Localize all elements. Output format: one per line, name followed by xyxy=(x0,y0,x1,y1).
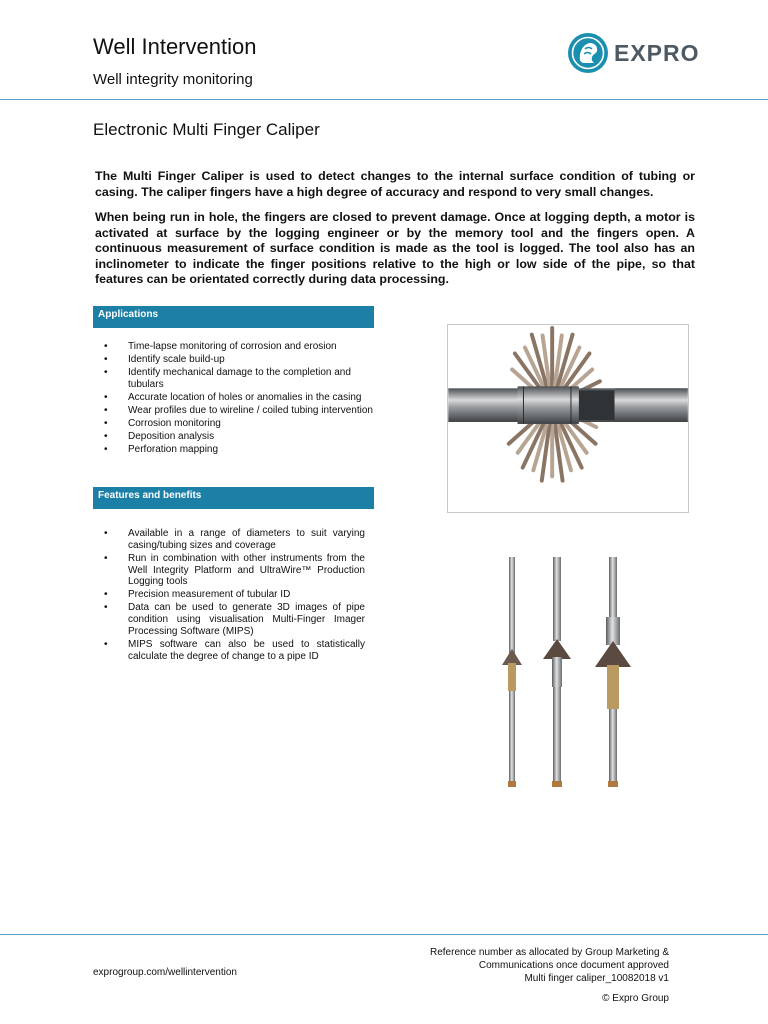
applications-list xyxy=(93,341,373,457)
list-item: • Identify scale build-up xyxy=(93,354,373,366)
reference-line: Reference number as allocated by Group Marketing & xyxy=(429,947,669,958)
list-item: • Data can be used to generate 3D images of pipe condition using visualisation Multi-Finger Imager Processing Software (MIPS) xyxy=(93,602,365,637)
list-item: • Wear profiles due to wireline / coiled tubing intervention xyxy=(93,405,373,417)
footer-copyright: © Expro Group xyxy=(602,993,669,1004)
footer-url[interactable]: exprogroup.com/wellintervention xyxy=(93,967,237,978)
features-list xyxy=(93,528,365,664)
reference-line: Multi finger caliper_10082018 v1 xyxy=(524,973,669,984)
document-title: Electronic Multi Finger Caliper xyxy=(93,120,320,139)
list-item: • Precision measurement of tubular ID xyxy=(93,589,365,601)
list-item: • Perforation mapping xyxy=(93,444,373,456)
list-item: • MIPS software can also be used to statistically calculate the degree of change to a pipe ID xyxy=(93,639,365,663)
logo-wordmark: EXPRO xyxy=(614,40,700,66)
caliper-closeup-image xyxy=(447,324,689,513)
list-item: • Corrosion monitoring xyxy=(93,418,373,430)
applications-heading: Applications xyxy=(93,306,374,328)
header-divider xyxy=(0,99,768,100)
list-item: • Identify mechanical damage to the completion and tubulars xyxy=(93,367,373,391)
list-item: • Deposition analysis xyxy=(93,431,373,443)
list-item: • Accurate location of holes or anomalies in the casing xyxy=(93,392,373,404)
page-title: Well Intervention xyxy=(93,34,257,59)
page-subtitle: Well integrity monitoring xyxy=(93,71,253,88)
operation-paragraph: When being run in hole, the fingers are closed to prevent damage. Once at logging depth, a motor is activated at surface by the logging engineer or by the memory tool and the fingers open. A continuous measurement of surface condition is made as the tool is logged. The tool also has an inclinometer to indicate the finger positions relative to the high or low side of the pipe, so that features can be orientated correctly during data processing. xyxy=(95,210,695,286)
list-item: • Time-lapse monitoring of corrosion and erosion xyxy=(93,341,373,353)
caliper-tools-image xyxy=(495,555,645,790)
footer-reference xyxy=(430,946,669,985)
features-heading: Features and benefits xyxy=(93,487,374,509)
list-item: • Available in a range of diameters to suit varying casing/tubing sizes and coverage xyxy=(93,528,365,552)
reference-line: Communications once document approved xyxy=(478,960,669,971)
intro-paragraph: The Multi Finger Caliper is used to detect changes to the internal surface condition of tubing or casing. The caliper fingers have a high degree of accuracy and respond to very small changes. xyxy=(95,169,695,199)
list-item: • Run in combination with other instruments from the Well Integrity Platform and UltraWire™ Production Logging tools xyxy=(93,553,365,588)
footer-divider xyxy=(0,934,768,935)
